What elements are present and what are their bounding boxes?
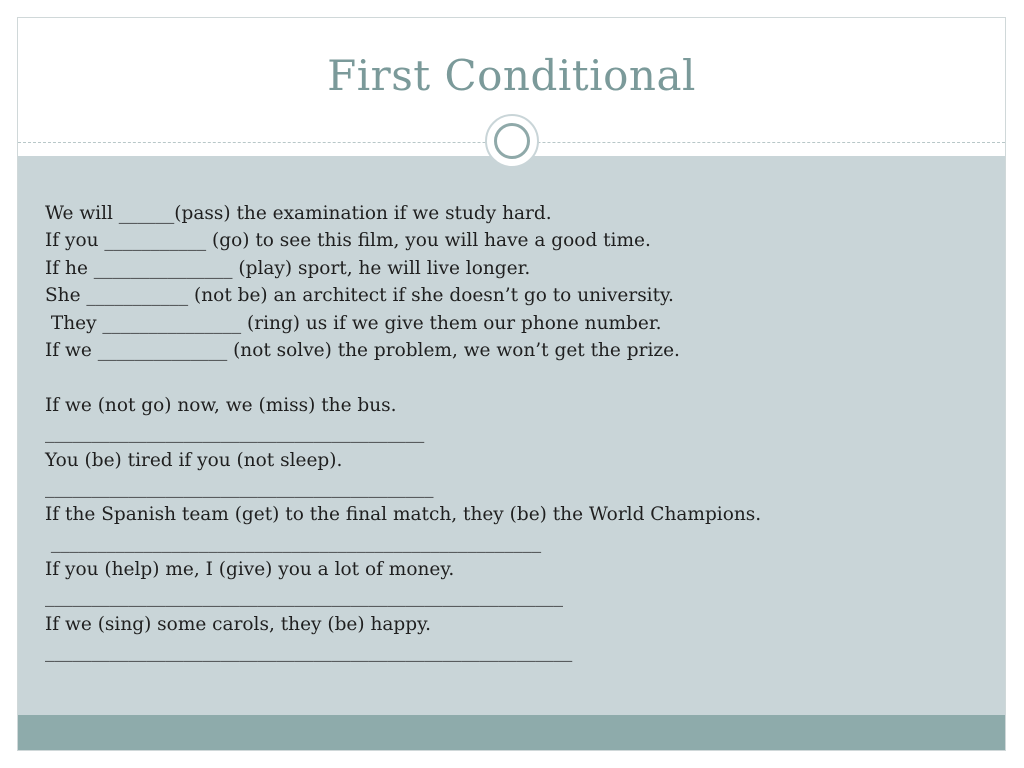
exercise-text — [45, 200, 985, 666]
slide — [17, 17, 1006, 751]
sentence-prompt-3: If the Spanish team (get) to the final match, they (be) the World Champions. — [45, 504, 762, 526]
exercise-line-5: They _______________ (ring) us if we give them our phone number. — [45, 312, 662, 334]
exercise-line-6: If we ______________ (not solve) the problem, we won’t get the prize. — [45, 339, 680, 361]
sentence-prompt-4: If you (help) me, I (give) you a lot of money. — [45, 559, 455, 581]
answer-line-2: __________________________________________ — [45, 476, 434, 498]
circle-ornament-icon — [485, 114, 539, 168]
answer-line-5: _________________________________________________________ — [45, 641, 573, 663]
sentence-prompt-1: If we (not go) now, we (miss) the bus. — [45, 394, 397, 416]
slide-title: First Conditional — [327, 51, 696, 100]
circle-ornament-ring — [494, 123, 530, 159]
answer-line-1: _________________________________________ — [45, 422, 425, 444]
exercise-line-2: If you ___________ (go) to see this film, you will have a good time. — [45, 230, 651, 252]
sentence-prompt-5: If we (sing) some carols, they (be) happy. — [45, 613, 431, 635]
exercise-line-1: We will ______(pass) the examination if we study hard. — [45, 203, 552, 224]
section-gap — [45, 364, 985, 391]
exercise-line-3: If he _______________ (play) sport, he will live longer. — [45, 257, 531, 279]
content-area — [18, 156, 1005, 717]
sentence-prompt-2: You (be) tired if you (not sleep). — [45, 449, 343, 471]
answer-line-3: _____________________________________________________ — [45, 531, 542, 553]
footer-band — [18, 715, 1005, 750]
exercise-line-4: She ___________ (not be) an architect if she doesn’t go to university. — [45, 285, 674, 307]
answer-line-4: ________________________________________________________ — [45, 586, 563, 608]
